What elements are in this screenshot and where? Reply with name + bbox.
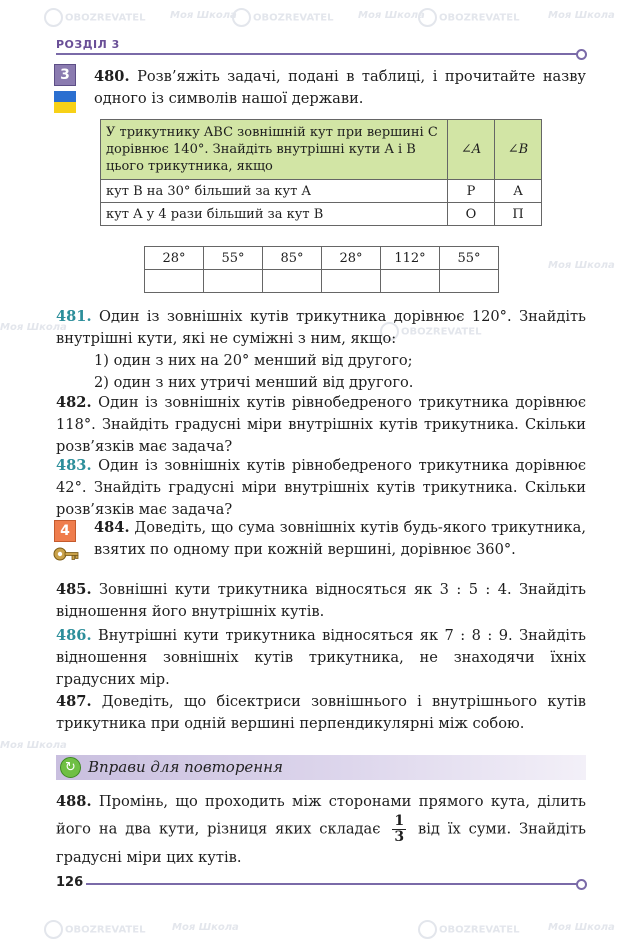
watermark: OBOZREVATEL <box>418 920 519 939</box>
row-condition: кут B на 30° більший за кут A <box>101 180 448 203</box>
task-text: від їх суми. Знайдіть градусні міри цих кутів. <box>56 820 586 866</box>
task-484 <box>56 517 586 561</box>
letter-blank-cell <box>381 270 440 293</box>
task-text: Один із зовнішніх кутів рівнобедреного трикутника дорівнює 42°. Знайдіть градусні міри внутрішніх кутів трикутника. Скільки розв’язків має задача? <box>56 457 587 518</box>
task-item: 1) один з них на 20° менший від другого; <box>94 352 413 369</box>
task-480-table <box>100 119 542 226</box>
col-angle-b: ∠B <box>495 120 542 180</box>
watermark: Моя Школа <box>548 922 615 933</box>
watermark: Моя Школа <box>0 322 67 333</box>
watermark: OBOZREVATEL <box>418 8 519 27</box>
section-label: РОЗДІЛ 3 <box>56 38 120 51</box>
watermark: Моя Школа <box>358 10 425 21</box>
task-text: Один із зовнішніх кутів рівнобедреного трикутника дорівнює 118°. Знайдіть градусні міри внутрішніх кутів трикутника. Скільки розв’язків має задача? <box>56 394 587 455</box>
task-item: 2) один з них утричі менший від другого. <box>94 374 414 391</box>
task-text: Доведіть, що бісектриси зовнішнього і внутрішнього кутів трикутника при одній вершині перпендикулярні між собою. <box>56 693 586 732</box>
row-letter-a: Р <box>448 180 495 203</box>
fraction-numerator: 1 <box>394 813 405 829</box>
task-483 <box>56 455 586 521</box>
watermark: Моя Школа <box>548 260 615 271</box>
letter-blank-cell <box>440 270 499 293</box>
table-row <box>101 203 542 226</box>
task-481 <box>56 306 586 394</box>
difficulty-level-3-badge: 3 <box>54 64 76 86</box>
letter-blank-cell <box>263 270 322 293</box>
task-number: 488. <box>56 793 92 810</box>
answer-cell: 55° <box>204 247 263 270</box>
watermark: OBOZREVATEL <box>44 8 145 27</box>
row-letter-b: А <box>495 180 542 203</box>
watermark: OBOZREVATEL <box>232 8 333 27</box>
task-number: 486. <box>56 627 92 644</box>
answer-table <box>144 246 499 293</box>
row-letter-a: О <box>448 203 495 226</box>
watermark: Моя Школа <box>172 922 239 933</box>
task-text: Промінь, що проходить між сторонами прямого кута, ділить його на два кути, різниця яких складає <box>56 793 586 838</box>
watermark: OBOZREVATEL <box>44 920 145 939</box>
review-section-banner <box>56 755 586 780</box>
task-485 <box>56 579 586 623</box>
footer-rule-end-dot <box>576 879 587 890</box>
watermark: OBOZREVATEL <box>380 322 481 341</box>
row-condition: кут A у 4 рази більший за кут B <box>101 203 448 226</box>
watermark: Моя Школа <box>548 10 615 21</box>
task-text: Зовнішні кути трикутника відносяться як 3 : 5 : 4. Знайдіть відношення його внутрішніх кутів. <box>56 581 586 620</box>
task-480 <box>56 66 586 110</box>
table-header-text: У трикутнику ABC зовнішній кут при вершині C дорівнює 140°. Знайдіть внутрішні кути A і B цього трикутника, якщо <box>101 120 448 180</box>
task-number: 487. <box>56 693 92 710</box>
answer-cell: 28° <box>145 247 204 270</box>
page-number: 126 <box>56 875 84 890</box>
task-number: 484. <box>94 519 130 536</box>
fraction <box>392 814 406 845</box>
task-482 <box>56 392 586 458</box>
answer-cell: 85° <box>263 247 322 270</box>
row-letter-b: П <box>495 203 542 226</box>
difficulty-level-4-badge: 4 <box>54 520 76 542</box>
letter-blank-cell <box>204 270 263 293</box>
watermark: Моя Школа <box>170 10 237 21</box>
col-angle-a: ∠A <box>448 120 495 180</box>
letter-blank-cell <box>322 270 381 293</box>
task-text: Доведіть, що сума зовнішніх кутів будь-якого трикутника, взятих по одному при кожній вершині, дорівнює 360°. <box>94 519 586 558</box>
task-text: Розв’яжіть задачі, подані в таблиці, і прочитайте назву одного із символів нашої держави. <box>94 68 587 107</box>
answer-cell: 112° <box>381 247 440 270</box>
table-row <box>101 180 542 203</box>
letter-blank-cell <box>145 270 204 293</box>
task-number: 480. <box>94 68 130 85</box>
task-number: 481. <box>56 308 92 325</box>
answer-cell: 55° <box>440 247 499 270</box>
header-rule <box>56 53 578 55</box>
task-text: Внутрішні кути трикутника відносяться як 7 : 8 : 9. Знайдіть відношення зовнішніх кутів трикутника, не знаходячи їхніх градусних мір. <box>56 627 586 688</box>
task-487 <box>56 691 586 735</box>
header-rule-end-dot <box>576 49 587 60</box>
task-number: 483. <box>56 457 92 474</box>
task-number: 485. <box>56 581 92 598</box>
answer-cell: 28° <box>322 247 381 270</box>
task-number: 482. <box>56 394 92 411</box>
refresh-cycle-icon: ↻ <box>60 757 81 778</box>
review-section-title: Вправи для повторення <box>88 758 283 776</box>
task-text: Один із зовнішніх кутів трикутника дорівнює 120°. Знайдіть внутрішні кути, які не суміжні з ним, якщо: <box>56 308 586 347</box>
task-486 <box>56 625 586 691</box>
footer-rule <box>86 883 578 885</box>
watermark: Моя Школа <box>0 740 67 751</box>
task-488 <box>56 789 586 870</box>
fraction-denominator: 3 <box>394 829 405 845</box>
